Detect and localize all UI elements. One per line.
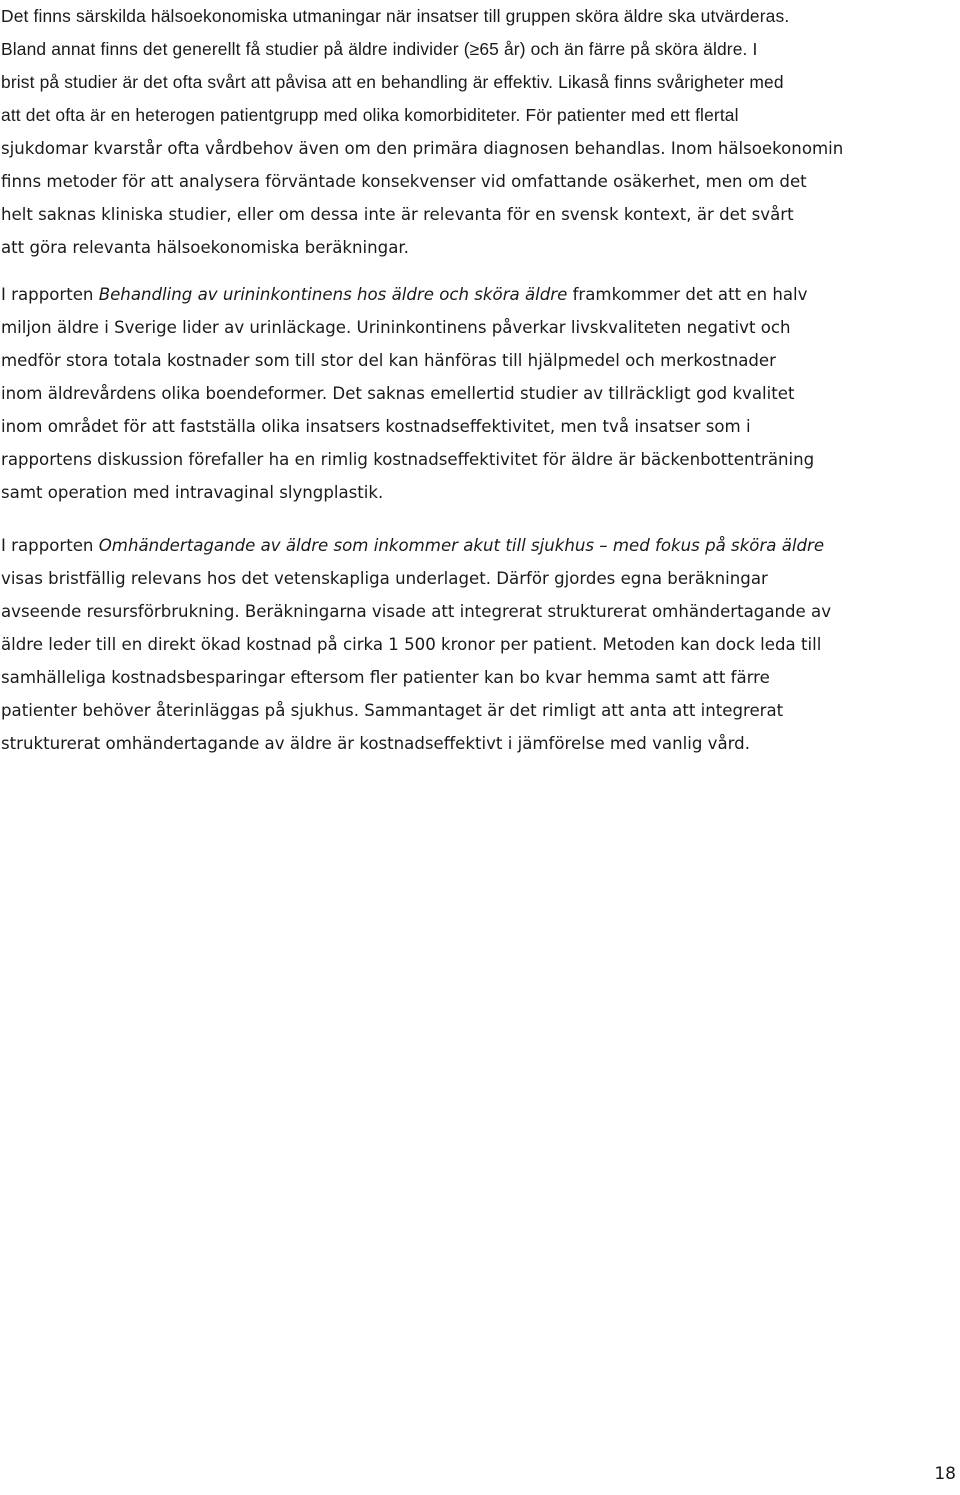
text-line: medför stora totala kostnader som till stor del kan hänföras till hjälpmedel och merkostnader <box>1 351 776 370</box>
text-line: I rapporten Behandling av urininkontinens hos äldre och sköra äldre framkommer det att en halv <box>1 285 808 304</box>
text-line: inom området för att fastställa olika insatsers kostnadseffektivitet, men två insatser som i <box>1 417 751 436</box>
text-line: Det finns särskilda hälsoekonomiska utmaningar när insatser till gruppen sköra äldre ska utvärderas. <box>1 6 790 26</box>
text-line: I rapporten Omhändertagande av äldre som inkommer akut till sjukhus – med fokus på sköra äldre <box>1 536 825 555</box>
text-line: Bland annat finns det generellt få studier på äldre individer (≥65 år) och än färre på sköra äldre. I <box>1 39 758 59</box>
text-line: patienter behöver återinläggas på sjukhus. Sammantaget är det rimligt att anta att integrerat <box>1 701 784 720</box>
text-line: avseende resursförbrukning. Beräkningarna visade att integrerat strukturerat omhändertagande av <box>1 602 832 621</box>
text-line: miljon äldre i Sverige lider av urinläckage. Urininkontinens påverkar livskvaliteten negativt och <box>1 318 791 337</box>
text-line: rapportens diskussion förefaller ha en rimlig kostnadseffektivitet för äldre är bäckenbottenträning <box>1 450 815 469</box>
text-line: samhälleliga kostnadsbesparingar eftersom fler patienter kan bo kvar hemma samt att färre <box>1 668 770 687</box>
text-line: strukturerat omhändertagande av äldre är kostnadseffektivt i jämförelse med vanlig vård. <box>1 734 750 753</box>
text-line: äldre leder till en direkt ökad kostnad på cirka 1 500 kronor per patient. Metoden kan dock leda till <box>1 635 822 654</box>
text-line: att det ofta är en heterogen patientgrupp med olika komorbiditeter. För patienter med ett flertal <box>1 105 739 125</box>
paragraph-health-economic-challenges <box>1 0 843 264</box>
text-line: helt saknas kliniska studier, eller om dessa inte är relevanta för en svensk kontext, är det svårt <box>1 205 794 224</box>
text-line: att göra relevanta hälsoekonomiska beräkningar. <box>1 238 409 257</box>
text-line: finns metoder för att analysera förväntade konsekvenser vid omfattande osäkerhet, men om det <box>1 172 807 191</box>
paragraph-acute-care <box>1 529 831 760</box>
report-title: Omhändertagande av äldre som inkommer akut till sjukhus – med fokus på sköra äldre <box>98 536 825 555</box>
text-line: sjukdomar kvarstår ofta vårdbehov även om den primära diagnosen behandlas. Inom hälsoekonomin <box>1 139 844 158</box>
report-title: Behandling av urininkontinens hos äldre och sköra äldre <box>98 285 568 304</box>
text-line: brist på studier är det ofta svårt att påvisa att en behandling är effektiv. Likaså finns svårigheter med <box>1 72 784 92</box>
text-line: visas bristfällig relevans hos det vetenskapliga underlaget. Därför gjordes egna beräkningar <box>1 569 768 588</box>
paragraph-urinary-incontinence <box>1 278 814 509</box>
page-number: 18 <box>934 1464 956 1484</box>
text-line: inom äldrevårdens olika boendeformer. Det saknas emellertid studier av tillräckligt god kvalitet <box>1 384 795 403</box>
text-line: samt operation med intravaginal slyngplastik. <box>1 483 384 502</box>
